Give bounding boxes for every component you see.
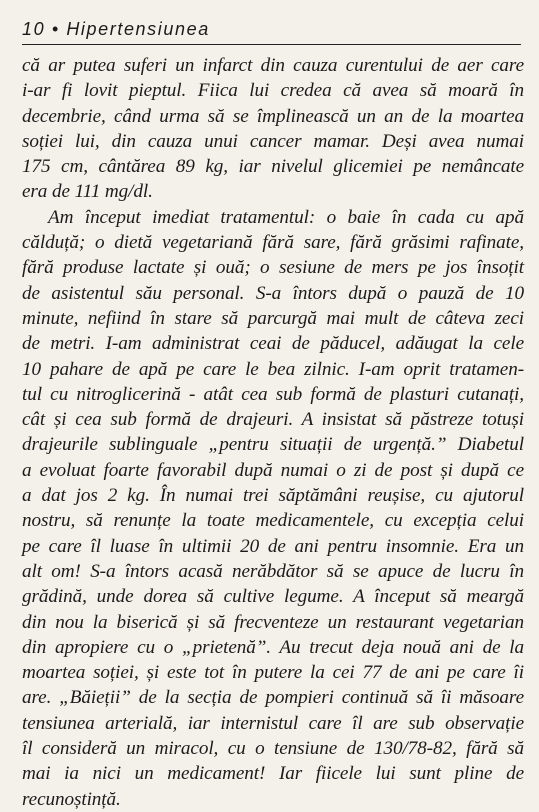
paragraph-first-line: Am început imediat tratamentul: o baie în cada cu apă [48,206,524,228]
text-line: decembrie, când urma să se împlinească un an de la moartea [22,105,524,127]
text-line: pe care îl luase în ultimii 20 de ani pentru insomnie. Era un [22,535,524,557]
text-line: a dat jos 2 kg. În numai trei săptămâni reușise, cu ajutorul [22,485,524,507]
text-line: grădină, unde dorea să cultive legume. A început să meargă [22,586,524,608]
text-line: tul cu nitroglicerină - atât cea sub formă de plasturi cutanați, [22,383,524,405]
text-line: că ar putea suferi un infarct din cauza curentului de aer care [22,55,524,76]
text-line: 175 cm, cântărea 89 kg, iar nivelul glicemiei pe nemâncate [22,156,524,178]
text-line: călduță; o dietă vegetariană fără sare, fără grăsimi rafinate, [22,232,524,254]
text-line: tensiunea arterială, iar internistul care îl are sub observație [22,712,524,734]
text-line: i-ar fi lovit pieptul. Fiica lui credea că avea să moară în [22,80,524,102]
body-text [22,53,524,812]
text-line: drajeurile sublinguale „pentru situații de urgență.” Diabetul [22,434,524,456]
text-line: are. „Băieții” de la secția de pompieri continuă să îi măsoare [22,687,524,709]
text-line: din nou la biserică și să frecventeze un restaurant vegetarian [22,611,524,633]
text-line: soției lui, din cauza unui cancer mamar. Deși avea numai [22,130,524,152]
text-line: moartea soției, și este tot în putere la cei 77 de ani pe care îi [22,662,524,684]
header-divider [22,44,521,45]
text-line: cât și cea sub formă de drajeuri. A insistat să păstreze totuși [22,409,524,431]
text-line: nostru, să renunțe la toate medicamentele, cu excepția celui [22,510,524,532]
text-line: de asistentul său personal. S-a întors după o pauză de 10 [22,282,524,304]
text-line: 10 pahare de apă pe care le bea zilnic. I-am oprit tratamen- [22,358,524,380]
text-line: recunoștință. [22,788,121,810]
text-line: fără produse lactate și ouă; o sesiune de mers pe jos însoțit [22,257,524,279]
text-line: era de 111 mg/dl. [22,181,153,203]
text-line: a evoluat foarte favorabil după numai o zi de post și după ce [22,459,524,481]
text-line: mai ia nici un medicament! Iar fiicele lui sunt pline de [22,763,524,785]
text-line: de metri. I-am administrat ceai de păducel, adăugat la cele [22,333,524,355]
text-line: alt om! S-a întors acasă nerăbdător să se apuce de lucru în [22,560,524,582]
text-line: minute, nefiind în stare să parcurgă mai mult de câteva zeci [22,307,524,329]
text-line: îl consideră un miracol, cu o tensiune de 130/78-82, fără să [22,738,524,760]
running-header [22,18,521,44]
page-title: 10 • Hipertensiunea [22,19,210,39]
text-line: din apropiere cu o „prietenă”. Au trecut deja nouă ani de la [22,636,524,658]
